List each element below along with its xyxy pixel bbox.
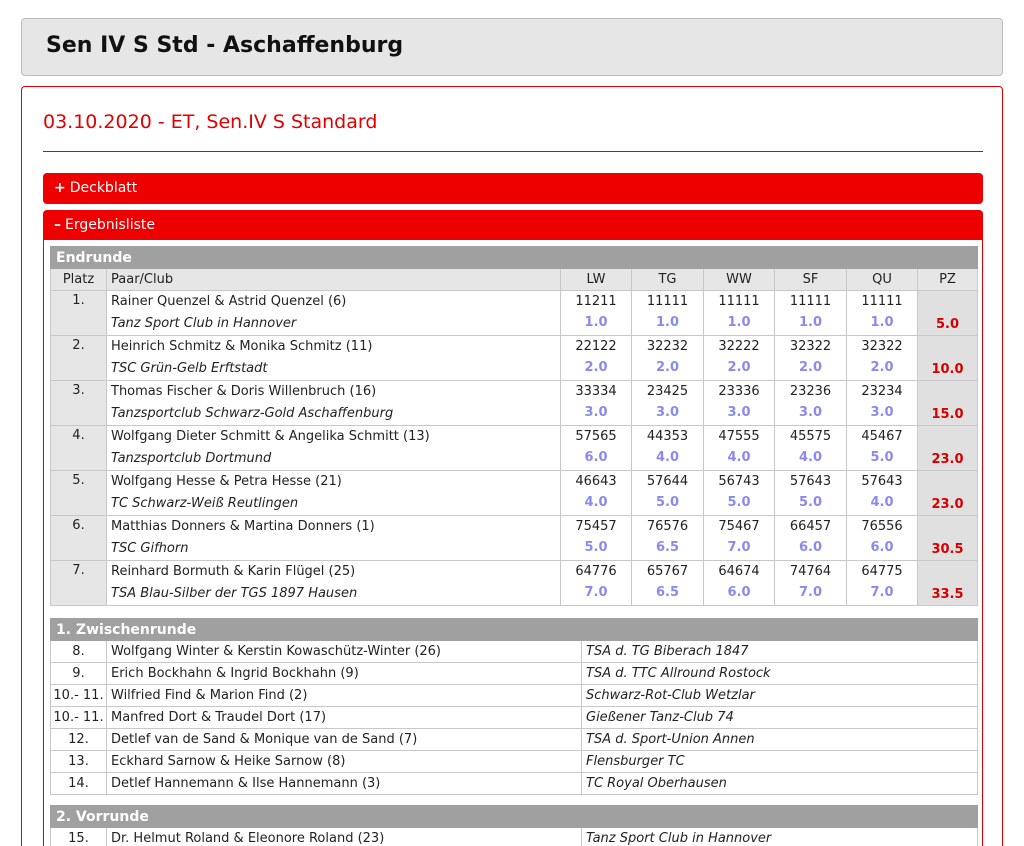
dance-place: 3.0 bbox=[870, 405, 894, 420]
dance-place: 6.0 bbox=[870, 540, 894, 555]
club-name: TSA d. TG Biberach 1847 bbox=[582, 641, 978, 663]
club-name: Tanz Sport Club in Hannover bbox=[111, 316, 297, 331]
couple-name: Detlef Hannemann & Ilse Hannemann (3) bbox=[107, 773, 582, 795]
section-title-endrunde: Endrunde bbox=[51, 247, 978, 269]
page-title: Sen IV S Std - Aschaffenburg bbox=[46, 33, 404, 58]
dance-score bbox=[775, 471, 847, 516]
total-score: 23.0 bbox=[918, 471, 978, 516]
total-score: 30.5 bbox=[918, 516, 978, 561]
club-name: TSC Grün-Gelb Erftstadt bbox=[111, 361, 268, 376]
dance-place: 1.0 bbox=[584, 315, 608, 330]
table-row bbox=[51, 426, 978, 471]
couple-name: Wilfried Find & Marion Find (2) bbox=[107, 685, 582, 707]
judge-marks: 32232 bbox=[646, 339, 689, 354]
dance-place: 1.0 bbox=[798, 315, 823, 330]
couple-name: Wolfgang Dieter Schmitt & Angelika Schmitt (13) bbox=[111, 429, 430, 444]
couple-name: Manfred Dort & Traudel Dort (17) bbox=[107, 707, 582, 729]
table-row bbox=[51, 381, 978, 426]
results-container bbox=[43, 240, 983, 846]
dance-place: 5.0 bbox=[727, 495, 751, 510]
header-paar-club: Paar/Club bbox=[107, 269, 561, 291]
couple-name: Rainer Quenzel & Astrid Quenzel (6) bbox=[111, 294, 347, 309]
dance-place: 2.0 bbox=[798, 360, 823, 375]
dance-score bbox=[775, 291, 847, 336]
dance-place: 4.0 bbox=[655, 450, 680, 465]
total-score: 33.5 bbox=[918, 561, 978, 606]
vorrunde-table bbox=[50, 805, 978, 846]
club-name: Tanz Sport Club in Hannover bbox=[582, 828, 978, 846]
dance-score bbox=[775, 426, 847, 471]
couple-cell bbox=[107, 336, 561, 381]
judge-marks: 57643 bbox=[789, 474, 832, 489]
dance-score bbox=[704, 561, 775, 606]
dance-place: 3.0 bbox=[727, 405, 751, 420]
couple-name: Erich Bockhahn & Ingrid Bockhahn (9) bbox=[107, 663, 582, 685]
table-row bbox=[51, 751, 978, 773]
divider bbox=[43, 151, 983, 152]
dance-place: 2.0 bbox=[655, 360, 680, 375]
judge-marks: 22122 bbox=[575, 339, 617, 354]
placement: 2. bbox=[51, 336, 107, 381]
header-ww: WW bbox=[704, 269, 775, 291]
judge-marks: 32222 bbox=[718, 339, 760, 354]
judge-marks: 64674 bbox=[718, 564, 760, 579]
judge-marks: 23425 bbox=[646, 384, 689, 399]
table-row bbox=[51, 729, 978, 751]
couple-name: Reinhard Bormuth & Karin Flügel (25) bbox=[111, 564, 356, 579]
dance-score bbox=[704, 516, 775, 561]
table-row bbox=[51, 516, 978, 561]
dance-score bbox=[632, 561, 704, 606]
dance-place: 2.0 bbox=[870, 360, 894, 375]
judge-marks: 64775 bbox=[861, 564, 903, 579]
club-name: TSA Blau-Silber der TGS 1897 Hausen bbox=[111, 586, 358, 601]
placement: 8. bbox=[51, 641, 107, 663]
dance-score bbox=[847, 291, 918, 336]
judge-marks: 64776 bbox=[575, 564, 617, 579]
dance-place: 7.0 bbox=[584, 585, 608, 600]
section-title-vorrunde: 2. Vorrunde bbox=[51, 806, 978, 828]
dance-place: 4.0 bbox=[870, 495, 894, 510]
judge-marks: 66457 bbox=[789, 519, 832, 534]
placement: 6. bbox=[51, 516, 107, 561]
dance-place: 2.0 bbox=[727, 360, 751, 375]
judge-marks: 56743 bbox=[718, 474, 760, 489]
dance-place: 7.0 bbox=[727, 540, 751, 555]
event-panel bbox=[21, 86, 1003, 846]
dance-score bbox=[632, 516, 704, 561]
placement: 10.- 11. bbox=[51, 707, 107, 729]
judge-marks: 11111 bbox=[789, 294, 832, 309]
dance-place: 3.0 bbox=[798, 405, 823, 420]
deckblatt-toggle[interactable] bbox=[43, 173, 983, 204]
dance-place: 4.0 bbox=[584, 495, 608, 510]
placement: 3. bbox=[51, 381, 107, 426]
couple-cell bbox=[107, 426, 561, 471]
header-pz: PZ bbox=[918, 269, 978, 291]
judge-marks: 57644 bbox=[646, 474, 689, 489]
header-tg: TG bbox=[632, 269, 704, 291]
couple-name: Dr. Helmut Roland & Eleonore Roland (23) bbox=[107, 828, 582, 846]
placement: 7. bbox=[51, 561, 107, 606]
header-sf: SF bbox=[775, 269, 847, 291]
endrunde-table bbox=[50, 246, 978, 606]
judge-marks: 11111 bbox=[646, 294, 689, 309]
club-name: Tanzsportclub Schwarz-Gold Aschaffenburg bbox=[111, 406, 394, 421]
couple-cell bbox=[107, 291, 561, 336]
judge-marks: 33334 bbox=[575, 384, 617, 399]
dance-place: 7.0 bbox=[870, 585, 894, 600]
club-name: TC Schwarz-Weiß Reutlingen bbox=[111, 496, 299, 511]
dance-score bbox=[847, 516, 918, 561]
dance-place: 5.0 bbox=[798, 495, 823, 510]
total-score: 23.0 bbox=[918, 426, 978, 471]
dance-place: 6.0 bbox=[727, 585, 751, 600]
table-row bbox=[51, 773, 978, 795]
dance-score bbox=[561, 336, 632, 381]
dance-score bbox=[704, 336, 775, 381]
judge-marks: 74764 bbox=[789, 564, 832, 579]
dance-score bbox=[775, 381, 847, 426]
ergebnisliste-toggle[interactable] bbox=[43, 210, 983, 241]
placement: 10.- 11. bbox=[51, 685, 107, 707]
club-name: Gießener Tanz-Club 74 bbox=[582, 707, 978, 729]
club-name: TC Royal Oberhausen bbox=[582, 773, 978, 795]
dance-place: 6.0 bbox=[798, 540, 823, 555]
dance-score bbox=[775, 516, 847, 561]
table-row bbox=[51, 336, 978, 381]
judge-marks: 47555 bbox=[718, 429, 760, 444]
section-title-zwischenrunde: 1. Zwischenrunde bbox=[51, 619, 978, 641]
zwischenrunde-table bbox=[50, 618, 978, 795]
judge-marks: 65767 bbox=[646, 564, 689, 579]
placement: 4. bbox=[51, 426, 107, 471]
judge-marks: 46643 bbox=[575, 474, 617, 489]
placement: 12. bbox=[51, 729, 107, 751]
dance-place: 3.0 bbox=[584, 405, 608, 420]
table-row bbox=[51, 663, 978, 685]
dance-score bbox=[561, 516, 632, 561]
club-name: Flensburger TC bbox=[582, 751, 978, 773]
dance-place: 6.0 bbox=[584, 450, 608, 465]
dance-score bbox=[704, 291, 775, 336]
dance-place: 4.0 bbox=[798, 450, 823, 465]
judge-marks: 75457 bbox=[575, 519, 617, 534]
dance-score bbox=[847, 336, 918, 381]
couple-name: Heinrich Schmitz & Monika Schmitz (11) bbox=[111, 339, 373, 354]
dance-score bbox=[704, 381, 775, 426]
couple-cell bbox=[107, 516, 561, 561]
dance-score bbox=[704, 426, 775, 471]
dance-place: 7.0 bbox=[798, 585, 823, 600]
header-platz: Platz bbox=[51, 269, 107, 291]
table-row bbox=[51, 685, 978, 707]
dance-score bbox=[632, 381, 704, 426]
club-name: TSC Gifhorn bbox=[111, 541, 189, 556]
placement: 13. bbox=[51, 751, 107, 773]
dance-place: 4.0 bbox=[727, 450, 751, 465]
judge-marks: 44353 bbox=[646, 429, 689, 444]
club-name: TSA d. TTC Allround Rostock bbox=[582, 663, 978, 685]
placement: 5. bbox=[51, 471, 107, 516]
dance-score bbox=[632, 291, 704, 336]
club-name: TSA d. Sport-Union Annen bbox=[582, 729, 978, 751]
judge-marks: 76556 bbox=[861, 519, 903, 534]
couple-name: Thomas Fischer & Doris Willenbruch (16) bbox=[111, 384, 377, 399]
judge-marks: 23234 bbox=[861, 384, 903, 399]
couple-cell bbox=[107, 471, 561, 516]
couple-cell bbox=[107, 561, 561, 606]
total-score: 10.0 bbox=[918, 336, 978, 381]
dance-score bbox=[704, 471, 775, 516]
dance-score bbox=[561, 381, 632, 426]
dance-score bbox=[561, 561, 632, 606]
judge-marks: 11111 bbox=[861, 294, 903, 309]
dance-score bbox=[632, 336, 704, 381]
judge-marks: 75467 bbox=[718, 519, 760, 534]
dance-place: 5.0 bbox=[584, 540, 608, 555]
dance-score bbox=[847, 561, 918, 606]
placement: 9. bbox=[51, 663, 107, 685]
total-score: 5.0 bbox=[918, 291, 978, 336]
couple-name: Matthias Donners & Martina Donners (1) bbox=[111, 519, 375, 534]
judge-marks: 57643 bbox=[861, 474, 903, 489]
table-row bbox=[51, 561, 978, 606]
dance-score bbox=[632, 471, 704, 516]
couple-name: Wolfgang Hesse & Petra Hesse (21) bbox=[111, 474, 342, 489]
dance-score bbox=[847, 471, 918, 516]
ergebnisliste-label: Ergebnisliste bbox=[65, 217, 155, 233]
dance-score bbox=[632, 426, 704, 471]
event-title: 03.10.2020 - ET, Sen.IV S Standard bbox=[43, 111, 378, 133]
couple-name: Eckhard Sarnow & Heike Sarnow (8) bbox=[107, 751, 582, 773]
judge-marks: 45467 bbox=[861, 429, 903, 444]
dance-place: 5.0 bbox=[655, 495, 680, 510]
couple-cell bbox=[107, 381, 561, 426]
collapse-icon: – bbox=[54, 217, 61, 233]
dance-place: 1.0 bbox=[727, 315, 751, 330]
judge-marks: 57565 bbox=[575, 429, 617, 444]
header-qu: QU bbox=[847, 269, 918, 291]
judge-marks: 32322 bbox=[861, 339, 903, 354]
club-name: Schwarz-Rot-Club Wetzlar bbox=[582, 685, 978, 707]
judge-marks: 76576 bbox=[646, 519, 689, 534]
dance-score bbox=[775, 561, 847, 606]
judge-marks: 11211 bbox=[575, 294, 617, 309]
couple-name: Wolfgang Winter & Kerstin Kowaschütz-Winter (26) bbox=[107, 641, 582, 663]
dance-place: 1.0 bbox=[870, 315, 894, 330]
judge-marks: 23236 bbox=[789, 384, 832, 399]
dance-place: 3.0 bbox=[655, 405, 680, 420]
table-row bbox=[51, 641, 978, 663]
club-name: Tanzsportclub Dortmund bbox=[111, 451, 272, 466]
expand-icon: + bbox=[54, 180, 66, 196]
dance-score bbox=[561, 426, 632, 471]
dance-score bbox=[847, 381, 918, 426]
total-score: 15.0 bbox=[918, 381, 978, 426]
dance-score bbox=[775, 336, 847, 381]
dance-place: 6.5 bbox=[655, 585, 680, 600]
couple-name: Detlef van de Sand & Monique van de Sand (7) bbox=[107, 729, 582, 751]
dance-place: 6.5 bbox=[655, 540, 680, 555]
judge-marks: 32322 bbox=[789, 339, 832, 354]
dance-place: 5.0 bbox=[870, 450, 894, 465]
judge-marks: 23336 bbox=[718, 384, 760, 399]
dance-place: 1.0 bbox=[655, 315, 680, 330]
placement: 1. bbox=[51, 291, 107, 336]
dance-score bbox=[561, 471, 632, 516]
table-row bbox=[51, 707, 978, 729]
placement: 15. bbox=[51, 828, 107, 846]
deckblatt-label: Deckblatt bbox=[69, 180, 138, 196]
dance-score bbox=[561, 291, 632, 336]
dance-place: 2.0 bbox=[584, 360, 608, 375]
table-row bbox=[51, 471, 978, 516]
table-row bbox=[51, 291, 978, 336]
header-lw: LW bbox=[561, 269, 632, 291]
judge-marks: 11111 bbox=[718, 294, 760, 309]
title-bar bbox=[21, 18, 1003, 76]
table-row bbox=[51, 828, 978, 846]
placement: 14. bbox=[51, 773, 107, 795]
dance-score bbox=[847, 426, 918, 471]
judge-marks: 45575 bbox=[789, 429, 832, 444]
